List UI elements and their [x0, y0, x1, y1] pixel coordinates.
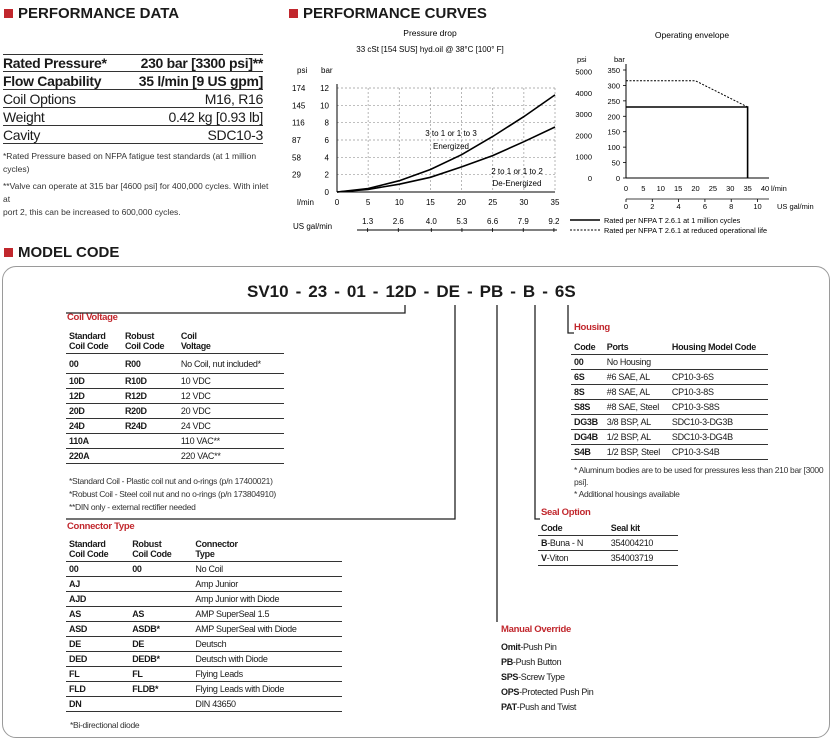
chart1-ytick-bar: 10 — [320, 101, 329, 111]
chart1-title: Pressure drop — [403, 28, 457, 38]
table-row — [66, 434, 284, 449]
spec-label: Rated Pressure* — [3, 55, 107, 71]
table-cell: No Coil — [192, 562, 342, 577]
table-cell: Deutsch — [192, 637, 342, 652]
table-cell: 1/2 BSP, AL — [604, 429, 669, 444]
table-cell: AMP SuperSeal with Diode — [192, 622, 342, 637]
table-row — [66, 667, 342, 682]
table-cell: CP10-3-S4B — [669, 444, 768, 459]
chart1-ytick-psi: 58 — [292, 153, 301, 163]
performance-data-title: PERFORMANCE DATA — [18, 5, 180, 22]
table-row — [66, 419, 284, 434]
chart2-xtick: 25 — [708, 184, 718, 193]
chart2-legend-label: Rated per NFPA T 2.6.1 at 1 million cycles — [604, 216, 741, 225]
table-row — [571, 444, 768, 459]
override-desc: -Protected Push Pin — [519, 687, 594, 697]
table-cell: AJ — [66, 577, 129, 592]
override-desc: -Push Pin — [520, 642, 557, 652]
table-row — [66, 449, 284, 464]
table-cell: 220A — [66, 449, 122, 464]
chart1-unit-psi: psi — [297, 66, 308, 75]
table-cell: AMP SuperSeal 1.5 — [192, 607, 342, 622]
column-header: Ports — [604, 339, 669, 354]
table-row — [571, 354, 768, 369]
table-row — [66, 577, 342, 592]
chart2-x2tick: 4 — [676, 202, 681, 211]
chart1-x2tick: 1.3 — [362, 217, 374, 226]
code-segment: PB — [479, 282, 504, 301]
connector-title: Connector Type — [67, 521, 135, 532]
code-segment: DE — [436, 282, 460, 301]
chart1-annotation: Energized — [432, 142, 470, 151]
housing-notes — [574, 464, 837, 500]
chart1-xtick: 15 — [425, 198, 435, 207]
table-cell: 10D — [66, 374, 122, 389]
table-row — [571, 369, 768, 384]
column-header: Housing Model Code — [669, 339, 768, 354]
chart1-ytick-bar: 0 — [324, 188, 329, 197]
table-row — [538, 550, 678, 565]
table-cell: SDC10-3-DG3B — [669, 414, 768, 429]
spec-note-2b: port 2, this can be increased to 600,000 cycles. — [3, 207, 181, 217]
spec-label: Coil Options — [3, 91, 76, 107]
table-cell: S4B — [571, 444, 604, 459]
code-separator: - — [510, 282, 516, 301]
table-cell: 20 VDC — [178, 404, 284, 419]
chart2-ytick-bar: 200 — [607, 112, 620, 122]
table-cell: Flying Leads — [192, 667, 342, 682]
table-cell: ASDB* — [129, 622, 192, 637]
table-cell: CP10-3-8S — [669, 384, 768, 399]
chart1-x2tick: 6.6 — [487, 217, 499, 226]
seal-code-cell — [538, 550, 608, 565]
table-cell: FLD — [66, 682, 129, 697]
coil-voltage-table — [66, 331, 284, 464]
seal-code: V — [541, 552, 547, 563]
override-title: Manual Override — [501, 624, 571, 635]
model-code-title: MODEL CODE — [18, 244, 120, 261]
table-row — [66, 637, 342, 652]
chart1-xtick: 5 — [365, 198, 371, 207]
chart1-ytick-psi: 174 — [292, 84, 306, 93]
chart1-x2tick: 9.2 — [548, 217, 560, 226]
table-row — [66, 652, 342, 667]
table-header-row — [66, 539, 342, 562]
table-cell: 24 VDC — [178, 419, 284, 434]
chart1-xtick: 20 — [457, 198, 467, 207]
table-cell: R00 — [122, 354, 178, 374]
table-row — [66, 697, 342, 712]
table-cell: 00 — [571, 354, 604, 369]
chart2-ytick-bar: 100 — [607, 143, 620, 153]
code-separator: - — [295, 282, 302, 301]
table-row — [66, 562, 342, 577]
chart2-xtick: 15 — [673, 184, 683, 193]
table-cell: AJD — [66, 592, 129, 607]
override-item — [501, 685, 593, 700]
spec-label: Cavity — [3, 127, 41, 143]
table-cell — [122, 434, 178, 449]
table-cell: DN — [66, 697, 129, 712]
chart1-xtick: 30 — [519, 198, 529, 207]
chart1-subtitle: 33 cSt [154 SUS] hyd.oil @ 38°C [100° F] — [356, 45, 504, 54]
table-cell: 6S — [571, 369, 604, 384]
table-cell — [122, 449, 178, 464]
chart1-xtick: 25 — [488, 198, 498, 207]
table-cell: 8S — [571, 384, 604, 399]
table-cell: CP10-3-6S — [669, 369, 768, 384]
chart2-ytick-psi: 5000 — [575, 67, 592, 77]
chart2-xtick: 20 — [691, 184, 700, 193]
code-separator: - — [423, 282, 430, 301]
chart2-legend-label: Rated per NFPA T 2.6.1 at reduced operational life — [604, 226, 768, 235]
housing-table — [571, 339, 768, 460]
table-cell: R12D — [122, 389, 178, 404]
chart1-xtick: 10 — [394, 198, 404, 207]
chart1-ytick-psi: 145 — [292, 101, 306, 111]
chart2-x2tick: 6 — [702, 202, 708, 211]
spec-label: Weight — [3, 109, 45, 125]
table-cell: Amp Junior — [192, 577, 342, 592]
table-row — [66, 592, 342, 607]
code-segment: 01 — [346, 282, 366, 301]
chart2-ytick-psi: 0 — [587, 174, 592, 183]
table-cell: R20D — [122, 404, 178, 419]
table-cell: DE — [129, 637, 192, 652]
table-cell: #8 SAE, AL — [604, 384, 669, 399]
chart2-ytick-bar: 150 — [607, 127, 620, 137]
table-row — [571, 399, 768, 414]
chart1-x2tick: 4.0 — [425, 217, 437, 226]
table-cell: FL — [129, 667, 192, 682]
connector-note: *Bi-directional diode — [70, 720, 140, 730]
chart2-xtick: 10 — [656, 184, 665, 193]
chart1-unit-bar: bar — [321, 66, 333, 75]
spec-value: M16, R16 — [204, 91, 263, 107]
table-cell: AS — [129, 607, 192, 622]
override-item — [501, 700, 593, 715]
chart2-x2tick: 8 — [729, 202, 734, 211]
override-desc: -Push and Twist — [516, 702, 577, 712]
code-segment: B — [522, 282, 536, 301]
coil-voltage-notes — [69, 475, 276, 514]
table-cell: 10 VDC — [178, 374, 284, 389]
seal-kit-cell: 354003719 — [608, 550, 678, 565]
chart2-xtick: 35 — [743, 184, 752, 193]
table-header-row — [538, 520, 678, 535]
spec-note-1: *Rated Pressure based on NFPA fatigue test standards (at 1 million cycles) — [3, 151, 257, 174]
override-item — [501, 670, 593, 685]
table-cell: Amp Junior with Diode — [192, 592, 342, 607]
table-cell: 110 VAC** — [178, 434, 284, 449]
table-cell: 1/2 BSP, Steel — [604, 444, 669, 459]
housing-title: Housing — [574, 322, 610, 333]
table-cell: AS — [66, 607, 129, 622]
chart1-ytick-bar: 8 — [324, 118, 329, 128]
performance-curves-title: PERFORMANCE CURVES — [303, 5, 487, 22]
coil-note: *Robust Coil - Steel coil nut and no o-rings (p/n 173804910) — [69, 489, 276, 499]
override-item — [501, 655, 593, 670]
column-header: Robust Coil Code — [122, 331, 178, 354]
table-cell: No Coil, nut included* — [178, 354, 284, 374]
table-cell: Flying Leads with Diode — [192, 682, 342, 697]
chart2-x2tick: 10 — [753, 202, 762, 211]
model-code-string — [247, 282, 576, 302]
chart1-ytick-psi: 87 — [292, 136, 301, 145]
code-separator: - — [334, 282, 340, 301]
table-cell: CP10-3-S8S — [669, 399, 768, 414]
table-cell: DG4B — [571, 429, 604, 444]
chart2-xtick: 0 — [623, 184, 629, 193]
chart2-x2label: US gal/min — [777, 202, 814, 211]
override-code: PAT — [501, 702, 517, 712]
table-row — [66, 682, 342, 697]
chart2-ytick-psi: 3000 — [575, 110, 592, 120]
code-separator: - — [466, 282, 473, 301]
coil-voltage-title: Coil Voltage — [67, 312, 118, 323]
table-cell: FLDB* — [129, 682, 192, 697]
column-header: Coil Voltage — [178, 331, 284, 354]
override-code: SPS — [501, 672, 519, 682]
column-header: Connector Type — [192, 539, 342, 562]
seal-kit-cell: 354004210 — [608, 535, 678, 550]
chart2-xtick: 40 — [760, 184, 770, 193]
table-cell: DE — [66, 637, 129, 652]
chart1-ytick-bar: 6 — [324, 136, 329, 145]
chart1-x2label: US gal/min — [293, 222, 333, 231]
chart2-ytick-bar: 0 — [615, 174, 620, 183]
housing-note: * Aluminum bodies are to be used for pressures less than 210 bar [3000 psi]. — [574, 465, 824, 487]
code-separator: - — [542, 282, 548, 301]
code-segment: 23 — [308, 282, 328, 301]
table-cell: 24D — [66, 419, 122, 434]
table-cell: ASD — [66, 622, 129, 637]
table-cell: R24D — [122, 419, 178, 434]
chart2-ytick-bar: 50 — [611, 158, 620, 168]
override-code: PB — [501, 657, 513, 667]
chart1-xlabel: l/min — [297, 198, 314, 207]
table-cell: FL — [66, 667, 129, 682]
spec-note-2a: **Valve can operate at 315 bar [4600 psi] for 400,000 cycles. With inlet at — [3, 181, 269, 204]
table-row — [66, 622, 342, 637]
table-cell: 12D — [66, 389, 122, 404]
chart2-title: Operating envelope — [654, 30, 730, 40]
override-list — [501, 640, 593, 715]
table-row — [538, 535, 678, 550]
table-cell: DED — [66, 652, 129, 667]
chart2-xtick: 5 — [641, 184, 646, 193]
code-segment: 12D — [385, 282, 417, 301]
column-header: Robust Coil Code — [129, 539, 192, 562]
seal-line — [535, 305, 540, 519]
spec-value: 0.42 kg [0.93 lb] — [168, 109, 263, 125]
coil-note: **DIN only - external rectifier needed — [69, 502, 196, 512]
spec-value: SDC10-3 — [207, 127, 263, 143]
seal-desc: -Viton — [546, 552, 569, 563]
chart1-annotation: 2 to 1 or 1 to 2 — [491, 167, 543, 176]
chart2-ytick-psi: 1000 — [575, 152, 592, 162]
seal-title: Seal Option — [541, 507, 591, 518]
chart2-ytick-bar: 350 — [607, 66, 620, 75]
table-header-row — [66, 331, 284, 354]
seal-code-cell — [538, 535, 608, 550]
table-cell: 00 — [66, 354, 122, 374]
table-cell: DIN 43650 — [192, 697, 342, 712]
chart2-unit-psi: psi — [577, 55, 587, 64]
column-header: Standard Coil Code — [66, 331, 122, 354]
table-cell: 3/8 BSP, AL — [604, 414, 669, 429]
chart2-unit-bar: bar — [614, 55, 625, 64]
chart1-ytick-bar: 4 — [324, 153, 329, 163]
chart1-annotation: 3 to 1 or 1 to 3 — [425, 129, 477, 138]
table-cell: Deutsch with Diode — [192, 652, 342, 667]
chart1-ytick-psi: 116 — [292, 118, 305, 128]
chart1-ytick-psi: 29 — [292, 170, 301, 180]
override-code: Omit — [501, 642, 521, 652]
connector-table — [66, 539, 342, 712]
table-row — [66, 374, 284, 389]
seal-desc: -Buna - N — [547, 537, 584, 548]
table-header-row — [571, 339, 768, 354]
spec-label: Flow Capability — [3, 73, 102, 89]
table-cell: #6 SAE, AL — [604, 369, 669, 384]
spec-value: 230 bar [3300 psi]** — [140, 55, 263, 71]
column-header: Standard Coil Code — [66, 539, 129, 562]
override-desc: -Push Button — [512, 657, 562, 667]
chart1-xtick: 35 — [550, 198, 560, 207]
chart1-x2tick: 7.9 — [517, 217, 529, 226]
table-row — [571, 414, 768, 429]
override-item — [501, 640, 593, 655]
coil-note: *Standard Coil - Plastic coil nut and o-rings (p/n 17400021) — [69, 476, 273, 486]
code-separator: - — [372, 282, 379, 301]
code-segment: SV10 — [247, 282, 289, 301]
housing-note: * Additional housings available — [574, 489, 680, 499]
table-cell — [129, 577, 192, 592]
chart2-ytick-psi: 2000 — [575, 131, 592, 141]
column-header: Code — [571, 339, 604, 354]
chart1-x2tick: 2.6 — [392, 217, 404, 226]
table-cell: S8S — [571, 399, 604, 414]
chart2-x2tick: 2 — [650, 202, 655, 211]
table-cell: No Housing — [604, 354, 669, 369]
table-cell: 220 VAC** — [178, 449, 284, 464]
table-row — [66, 404, 284, 419]
table-cell — [129, 592, 192, 607]
seal-code: B — [541, 537, 548, 548]
chart2-xtick: 30 — [726, 184, 735, 193]
code-segment: 6S — [554, 282, 576, 301]
table-cell: DG3B — [571, 414, 604, 429]
table-row — [66, 607, 342, 622]
column-header: Seal kit — [608, 520, 678, 535]
chart1-annotation: De-Energized — [492, 179, 542, 188]
chart1-ytick-bar: 12 — [320, 84, 329, 93]
column-header: Code — [538, 520, 608, 535]
chart1-x2tick: 5.3 — [456, 217, 468, 226]
chart2-ytick-psi: 4000 — [575, 88, 592, 98]
seal-table — [538, 520, 678, 566]
table-cell: SDC10-3-DG4B — [669, 429, 768, 444]
chart2-ytick-bar: 300 — [607, 81, 620, 91]
table-cell: R10D — [122, 374, 178, 389]
chart2-ytick-bar: 250 — [607, 96, 620, 106]
override-code: OPS — [501, 687, 520, 697]
table-cell: DEDB* — [129, 652, 192, 667]
chart2-xlabel: l/min — [771, 184, 787, 193]
table-cell: 20D — [66, 404, 122, 419]
table-row — [571, 384, 768, 399]
table-row — [66, 389, 284, 404]
table-cell — [669, 354, 768, 369]
table-cell: 12 VDC — [178, 389, 284, 404]
table-row — [571, 429, 768, 444]
table-cell — [129, 697, 192, 712]
table-cell: 00 — [66, 562, 129, 577]
table-cell: 110A — [66, 434, 122, 449]
chart1-xtick: 0 — [334, 198, 340, 207]
spec-value: 35 l/min [9 US gpm] — [138, 73, 263, 89]
chart2-x2tick: 0 — [623, 202, 629, 211]
table-row — [66, 354, 284, 374]
table-cell: #8 SAE, Steel — [604, 399, 669, 414]
table-cell: 00 — [129, 562, 192, 577]
chart1-ytick-bar: 2 — [324, 170, 329, 180]
override-desc: -Screw Type — [518, 672, 565, 682]
